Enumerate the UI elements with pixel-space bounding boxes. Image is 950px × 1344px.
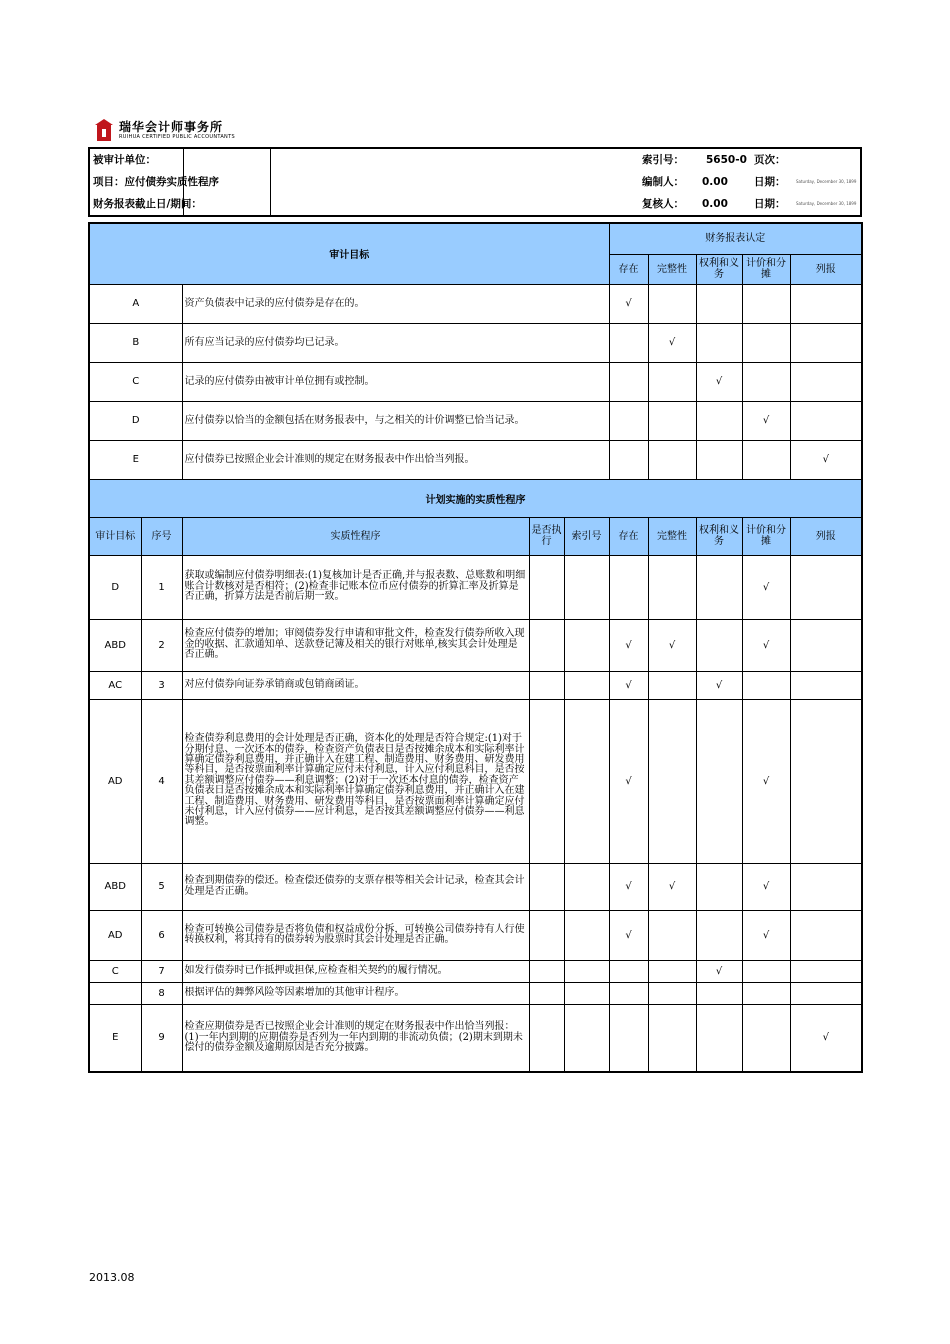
firm-name-en: RUIHUA CERTIFIED PUBLIC ACCOUNTANTS — [119, 133, 235, 140]
check-cell: √ — [742, 863, 790, 910]
check-cell — [696, 555, 742, 619]
firm-logo — [95, 118, 235, 142]
check-cell — [742, 960, 790, 982]
procedure-no: 2 — [141, 619, 182, 671]
objective-code: D — [89, 401, 182, 440]
check-cell — [609, 362, 648, 401]
col-header-objective: 审计目标 — [89, 517, 141, 555]
procedure-objective: E — [89, 1004, 141, 1072]
workpaper-header — [88, 147, 862, 217]
check-cell: √ — [742, 555, 790, 619]
check-cell — [648, 982, 696, 1004]
procedure-row — [89, 863, 862, 910]
index-cell[interactable] — [564, 960, 609, 982]
check-cell: √ — [609, 863, 648, 910]
check-cell: √ — [648, 323, 696, 362]
executed-cell[interactable] — [529, 699, 564, 863]
check-cell — [648, 401, 696, 440]
procedure-objective — [89, 982, 141, 1004]
procedure-no: 8 — [141, 982, 182, 1004]
check-cell: √ — [742, 699, 790, 863]
procedure-text: 检查到期债券的偿还。检查偿还债券的支票存根等相关会计记录，检查其会计处理是否正确。 — [182, 863, 529, 910]
procedure-row — [89, 1004, 862, 1072]
entity-label: 被审计单位： — [93, 154, 156, 166]
check-cell — [696, 440, 742, 479]
procedure-objective: AC — [89, 671, 141, 699]
procedure-objective: D — [89, 555, 141, 619]
executed-cell[interactable] — [529, 910, 564, 960]
procedure-text: 检查应付债券的增加；审阅债券发行申请和审批文件，检查发行债券所收入现金的收据、汇款通知单、送款登记簿及相关的银行对账单,核实其会计处理是否正确。 — [182, 619, 529, 671]
version-footer: 2013.08 — [89, 1271, 135, 1284]
check-cell — [742, 323, 790, 362]
check-cell: √ — [609, 284, 648, 323]
assertion-header: 列报 — [790, 517, 862, 555]
firm-name-cn: 瑞华会计师事务所 — [119, 119, 224, 134]
date-label: 日期： — [754, 176, 786, 188]
project-label: 项目：应付债券实质性程序 — [93, 176, 219, 188]
assertion-header: 完整性 — [648, 517, 696, 555]
objective-code: C — [89, 362, 182, 401]
reviewer-value: 0.00 — [702, 198, 728, 210]
procedure-text: 检查可转换公司债券是否将负债和权益成份分拆，可转换公司债券持有人行使转换权利，将其持有的债券转为股票时其会计处理是否正确。 — [182, 910, 529, 960]
index-cell[interactable] — [564, 619, 609, 671]
check-cell — [696, 699, 742, 863]
period-label: 财务报表截止日/期间： — [93, 198, 202, 210]
objective-row — [89, 362, 862, 401]
check-cell — [790, 362, 862, 401]
col-header-procedure: 实质性程序 — [182, 517, 529, 555]
objective-text: 记录的应付债券由被审计单位拥有或控制。 — [182, 362, 609, 401]
procedure-text: 检查债券利息费用的会计处理是否正确，资本化的处理是否符合规定:(1)对于分期付息、一次还本的债券，检查资产负债表日是否按摊余成本和实际利率计算确定债券利息费用，并正确计入在建工程、制造费用、财务费用、研发费用等科目，是否按票面利率计算确定应付未付利息，计入应付利息科目，是否按其差额调整应付债券——利息调整；(2)对于一次还本付息的债券，检查资产负债表日是否按摊余成本和实际利率计算确定债券利息费用，并正确计入在建工程、制造费用、财务费用、研发费用等科目，是否按票面利率计算确定应付未付利息，计入应付债券——应计利息，是否按其差额调整应付债券——利息调整。 — [182, 699, 529, 863]
procedure-objective: ABD — [89, 863, 141, 910]
check-cell — [648, 960, 696, 982]
check-cell — [790, 284, 862, 323]
check-cell — [648, 671, 696, 699]
check-cell — [790, 671, 862, 699]
procedures-title: 计划实施的实质性程序 — [89, 479, 862, 517]
check-cell — [609, 960, 648, 982]
header-divider — [270, 149, 271, 215]
procedure-objective: C — [89, 960, 141, 982]
procedure-text: 如发行债券时已作抵押或担保,应检查相关契约的履行情况。 — [182, 960, 529, 982]
procedure-row — [89, 699, 862, 863]
assertion-header: 计价和分摊 — [742, 517, 790, 555]
procedure-objective: AD — [89, 910, 141, 960]
procedure-no: 3 — [141, 671, 182, 699]
objective-row — [89, 284, 862, 323]
check-cell — [742, 440, 790, 479]
index-cell[interactable] — [564, 555, 609, 619]
audit-program-table — [88, 222, 863, 1073]
index-cell[interactable] — [564, 863, 609, 910]
check-cell — [790, 323, 862, 362]
check-cell — [790, 401, 862, 440]
executed-cell[interactable] — [529, 619, 564, 671]
col-header-no: 序号 — [141, 517, 182, 555]
check-cell — [696, 401, 742, 440]
executed-cell[interactable] — [529, 960, 564, 982]
check-cell — [742, 362, 790, 401]
executed-cell[interactable] — [529, 1004, 564, 1072]
check-cell — [790, 910, 862, 960]
assertion-header: 存在 — [609, 254, 648, 284]
page-label: 页次： — [754, 154, 786, 166]
check-cell — [696, 1004, 742, 1072]
check-cell — [609, 555, 648, 619]
assertion-header: 权利和义务 — [696, 254, 742, 284]
check-cell — [609, 1004, 648, 1072]
check-cell: √ — [648, 863, 696, 910]
check-cell — [609, 323, 648, 362]
assertion-header: 权利和义务 — [696, 517, 742, 555]
check-cell — [742, 982, 790, 1004]
index-cell[interactable] — [564, 910, 609, 960]
procedure-no: 7 — [141, 960, 182, 982]
objective-code: B — [89, 323, 182, 362]
procedure-text: 根据评估的舞弊风险等因素增加的其他审计程序。 — [182, 982, 529, 1004]
check-cell: √ — [696, 960, 742, 982]
check-cell — [648, 362, 696, 401]
objective-text: 资产负债表中记录的应付债券是存在的。 — [182, 284, 609, 323]
objective-code: E — [89, 440, 182, 479]
procedure-objective: ABD — [89, 619, 141, 671]
check-cell — [790, 699, 862, 863]
procedure-objective: AD — [89, 699, 141, 863]
index-cell[interactable] — [564, 671, 609, 699]
check-cell: √ — [609, 699, 648, 863]
objective-text: 所有应当记录的应付债券均已记录。 — [182, 323, 609, 362]
procedure-no: 6 — [141, 910, 182, 960]
preparer-label: 编制人： — [642, 176, 684, 188]
procedure-row — [89, 960, 862, 982]
check-cell — [790, 863, 862, 910]
check-cell: √ — [742, 401, 790, 440]
procedure-text: 获取或编制应付债券明细表:(1)复核加计是否正确,并与报表数、总账数和明细账合计数核对是否相符；(2)检查非记账本位币应付债券的折算汇率及折算是否正确，折算方法是否前后期一致。 — [182, 555, 529, 619]
index-label: 索引号： — [642, 154, 684, 166]
check-cell — [696, 284, 742, 323]
check-cell: √ — [696, 362, 742, 401]
check-cell — [648, 1004, 696, 1072]
check-cell: √ — [609, 910, 648, 960]
procedure-text: 检查应期债券是否已按照企业会计准则的规定在财务报表中作出恰当列报：(1)一年内到期的应期债券是否列为一年内到期的非流动负债；(2)期末到期未偿付的债券金额及逾期原因是否充分披露。 — [182, 1004, 529, 1072]
check-cell — [696, 910, 742, 960]
check-cell — [742, 1004, 790, 1072]
executed-cell[interactable] — [529, 982, 564, 1004]
assertion-header: 完整性 — [648, 254, 696, 284]
procedure-no: 9 — [141, 1004, 182, 1072]
objective-text: 应付债券已按照企业会计准则的规定在财务报表中作出恰当列报。 — [182, 440, 609, 479]
procedure-no: 1 — [141, 555, 182, 619]
reviewed-date-value: Saturday, December 30, 1899 — [796, 201, 857, 206]
check-cell — [609, 982, 648, 1004]
check-cell — [648, 555, 696, 619]
col-header-executed: 是否执行 — [529, 517, 564, 555]
objective-code: A — [89, 284, 182, 323]
check-cell — [648, 699, 696, 863]
check-cell — [648, 440, 696, 479]
procedure-row — [89, 555, 862, 619]
assertion-header: 计价和分摊 — [742, 254, 790, 284]
preparer-value: 0.00 — [702, 176, 728, 188]
col-header-index: 索引号 — [564, 517, 609, 555]
assertion-header: 存在 — [609, 517, 648, 555]
check-cell — [742, 671, 790, 699]
procedure-no: 5 — [141, 863, 182, 910]
check-cell: √ — [648, 619, 696, 671]
index-cell[interactable] — [564, 699, 609, 863]
check-cell — [790, 619, 862, 671]
check-cell: √ — [609, 671, 648, 699]
check-cell — [609, 440, 648, 479]
procedure-row — [89, 982, 862, 1004]
procedure-text: 对应付债券向证券承销商或包销商函证。 — [182, 671, 529, 699]
check-cell — [648, 284, 696, 323]
index-cell[interactable] — [564, 1004, 609, 1072]
check-cell — [648, 910, 696, 960]
procedure-row — [89, 910, 862, 960]
check-cell: √ — [790, 1004, 862, 1072]
objectives-title: 审计目标 — [89, 223, 609, 284]
check-cell — [790, 960, 862, 982]
check-cell: √ — [742, 910, 790, 960]
check-cell: √ — [609, 619, 648, 671]
reviewer-label: 复核人： — [642, 198, 684, 210]
executed-cell[interactable] — [529, 863, 564, 910]
prepared-date-value: Saturday, December 30, 1899 — [796, 179, 857, 184]
executed-cell[interactable] — [529, 555, 564, 619]
check-cell — [696, 982, 742, 1004]
executed-cell[interactable] — [529, 671, 564, 699]
assertion-group-header: 财务报表认定 — [609, 223, 862, 254]
assertion-header: 列报 — [790, 254, 862, 284]
check-cell — [696, 323, 742, 362]
index-value: 5650-0 — [706, 154, 747, 166]
objective-text: 应付债券以恰当的金额包括在财务报表中，与之相关的计价调整已恰当记录。 — [182, 401, 609, 440]
firm-logo-icon — [95, 119, 113, 141]
procedure-row — [89, 671, 862, 699]
check-cell — [790, 982, 862, 1004]
objective-row — [89, 401, 862, 440]
index-cell[interactable] — [564, 982, 609, 1004]
procedure-row — [89, 619, 862, 671]
date-label: 日期： — [754, 198, 786, 210]
check-cell — [696, 619, 742, 671]
procedure-no: 4 — [141, 699, 182, 863]
objective-row — [89, 440, 862, 479]
check-cell: √ — [790, 440, 862, 479]
check-cell — [696, 863, 742, 910]
check-cell: √ — [742, 619, 790, 671]
objective-row — [89, 323, 862, 362]
check-cell — [742, 284, 790, 323]
check-cell — [609, 401, 648, 440]
check-cell: √ — [696, 671, 742, 699]
check-cell — [790, 555, 862, 619]
